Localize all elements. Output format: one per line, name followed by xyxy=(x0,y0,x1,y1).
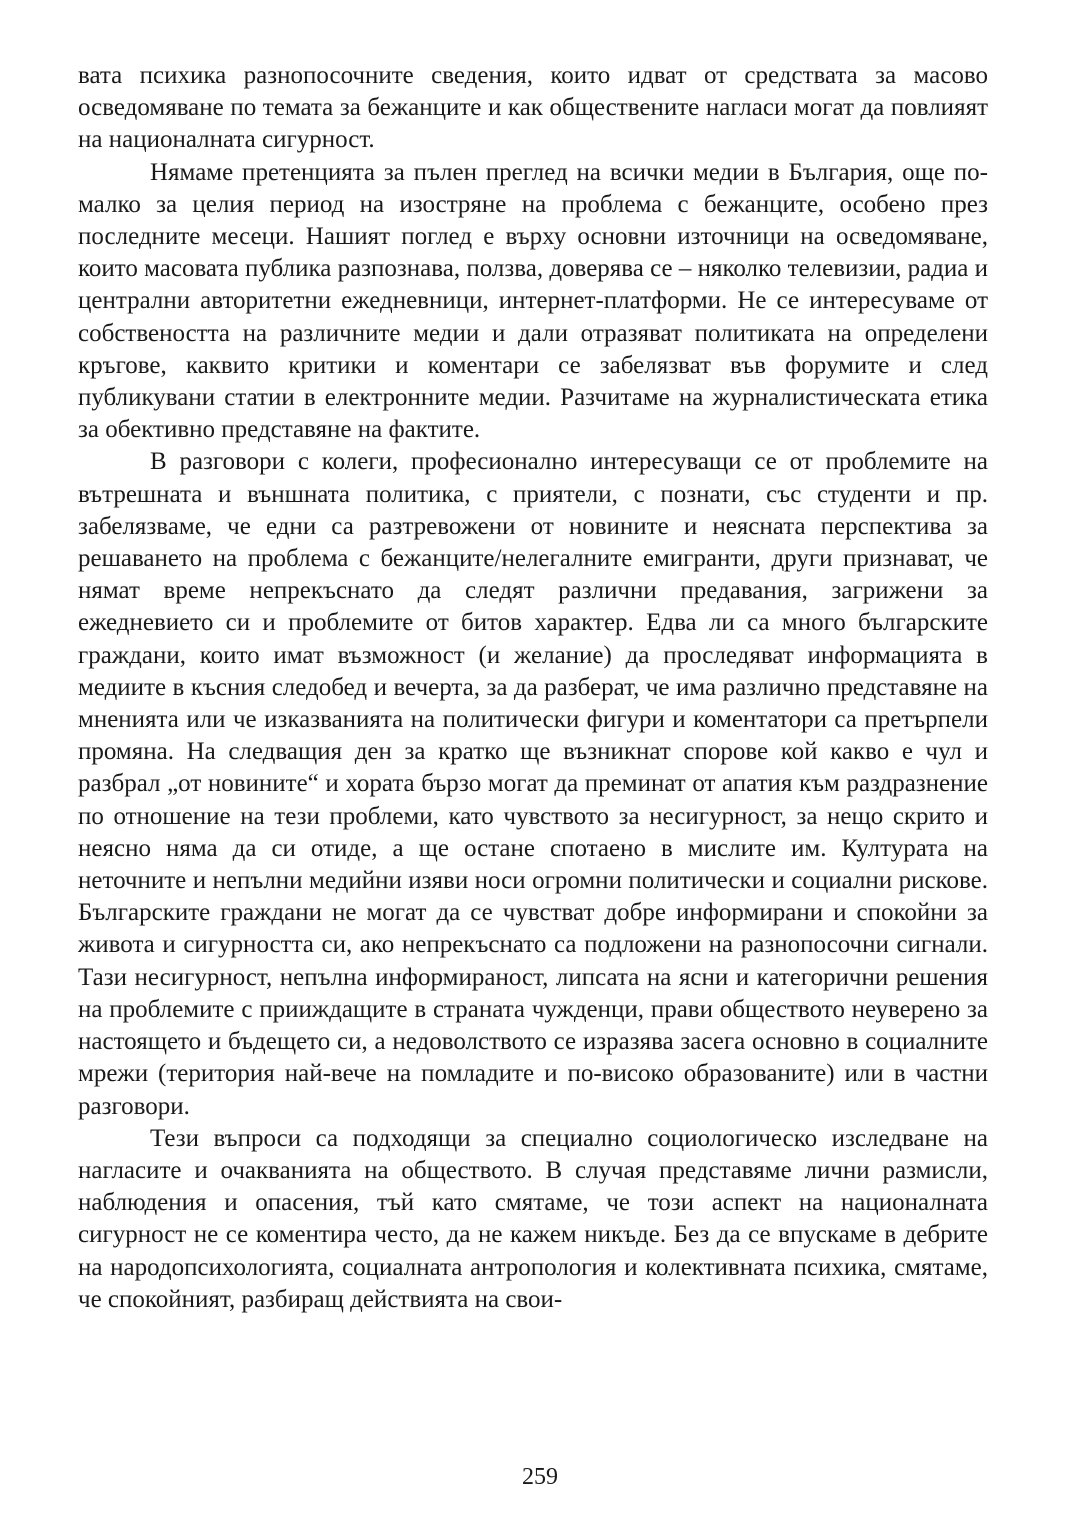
paragraph-4: Тези въпроси са подходящи за специално социологическо изследване на нагласите и очакванията на обществото. В случая представяме лични размисли, наблюдения и опасения, тъй като смятаме, че този аспект на националната сигурност не се коментира често, да не кажем никъде. Без да се впускаме в дебрите на народопсихологията, социалната антропология и колективната психика, смятаме, че спокойният, разбиращ действията на свои- xyxy=(78,1124,988,1313)
page-number: 259 xyxy=(522,1464,558,1490)
paragraph-1: вата психика разнопосочните сведения, които идват от средствата за масово осведомяване по темата за бежанците и как обществените нагласи могат да повлияят на националната сигурност. xyxy=(78,62,988,154)
paragraph-2: Нямаме претенцията за пълен преглед на всички медии в България, още по-малко за целия период на изостряне на проблема с бежанците, особено през последните месеци. Нашият поглед е върху основни източници на осведомяване, които масовата публика разпознава, ползва, доверява се – няколко телевизии, радиа и централни авторитетни ежедневници, интернет-платформи. Не се интересуваме от собствеността на различните медии и дали отразяват политиката на определени кръгове, каквито критики и коментари се забелязват във форумите и след публикувани статии в електронните медии. Разчитаме на журналистическата етика за обективно представяне на фактите. xyxy=(78,158,988,444)
paragraph-3: В разговори с колеги, професионално интересуващи се от проблемите на вътрешната и външната политика, с приятели, с познати, със студенти и пр. забелязваме, че едни са разтревожени от новините и неясната перспектива за решаването на проблема с бежанците/нелегалните емигранти, други признават, че нямат време непрекъснато да следят различни предавания, загрижени за ежедневието си и проблемите от битов характер. Едва ли са много българските граждани, които имат възможност (и желание) да проследяват информацията в медиите в късния следобед и вечерта, за да разберат, че има различно представяне на мненията или че изказванията на политически фигури и коментатори са претърпели промяна. На следващия ден за кратко ще възникнат спорове кой какво е чул и разбрал „от новините“ и хората бързо могат да преминат от апатия към раздразнение по отношение на тези проблеми, като чувството за несигурност, за нещо скрито и неясно няма да си отиде, а ще остане спотаено в мислите им. Културата на неточните и непълни медийни изяви носи огромни политически и социални рискове. Българските граждани не могат да се чувстват добре информирани и спокойни за живота и сигурността си, ако непрекъснато са подложени на разнопосочни сигнали. Тази несигурност, непълна информираност, липсата на ясни и категорични решения на проблемите с прииждащите в страната чужденци, прави обществото неуверено за настоящето и бъдещето си, а недоволството се изразява засега основно в социалните мрежи (територия най-вече на помладите и по-високо образованите) или в частни разговори. xyxy=(78,448,988,1120)
body-text xyxy=(78,60,988,1316)
